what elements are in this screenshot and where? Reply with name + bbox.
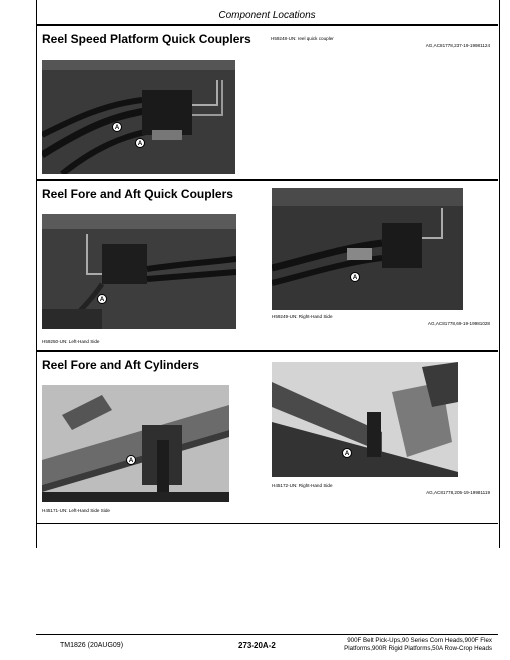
section-title: Reel Fore and Aft Quick Couplers [42, 187, 233, 201]
footer-description-line: Platforms,900R Rigid Platforms,50A Row-Crop Heads [344, 645, 492, 652]
section-title: Reel Speed Platform Quick Couplers [42, 32, 251, 46]
reference-code: AG,AC81778,205-19-19981119 [426, 490, 490, 495]
footer-description [300, 637, 492, 653]
reference-code: AG,AC81778,237-19-19981124 [425, 43, 490, 48]
section-title: Reel Fore and Aft Cylinders [42, 358, 199, 372]
reference-code: AG,AC81778,69-19-19981028 [427, 321, 490, 326]
section-reel-fore-aft-couplers [36, 180, 498, 351]
section-reel-fore-aft-cylinders [36, 351, 498, 524]
callout-a: A [97, 294, 107, 304]
footer-description-line: 900F Belt Pick-Ups,90 Series Corn Heads,900F Flex [347, 637, 492, 644]
footer-doc-id: TM1826 (20AUG09) [60, 642, 124, 649]
photo-right-hand-side [272, 188, 463, 310]
figure-caption-left: H59250-UN: Left-Hand Side [42, 339, 100, 344]
section-reel-speed-couplers [36, 25, 498, 180]
callout-a: A [135, 138, 145, 148]
photo-reel-quick-coupler [42, 60, 235, 174]
figure-caption-right: H45172-UN: Right-Hand Side [272, 483, 333, 488]
callout-a: A [350, 272, 360, 282]
photo-right-hand-side [272, 362, 458, 477]
callout-a: A [126, 455, 136, 465]
page-header: Component Locations [36, 8, 498, 25]
callout-a: A [112, 122, 122, 132]
photo-left-hand-side [42, 385, 229, 502]
figure-caption-right: H59249-UN: Right-Hand Side [272, 314, 333, 319]
figure-caption-left: H45171-UN: Left-Hand Side Side [42, 508, 110, 513]
figure-caption: H59248-UN: reel quick coupler [271, 36, 334, 41]
callout-a: A [342, 448, 352, 458]
photo-left-hand-side [42, 214, 236, 329]
footer-divider [36, 634, 498, 635]
footer-page-number: 273-20A-2 [238, 641, 276, 650]
